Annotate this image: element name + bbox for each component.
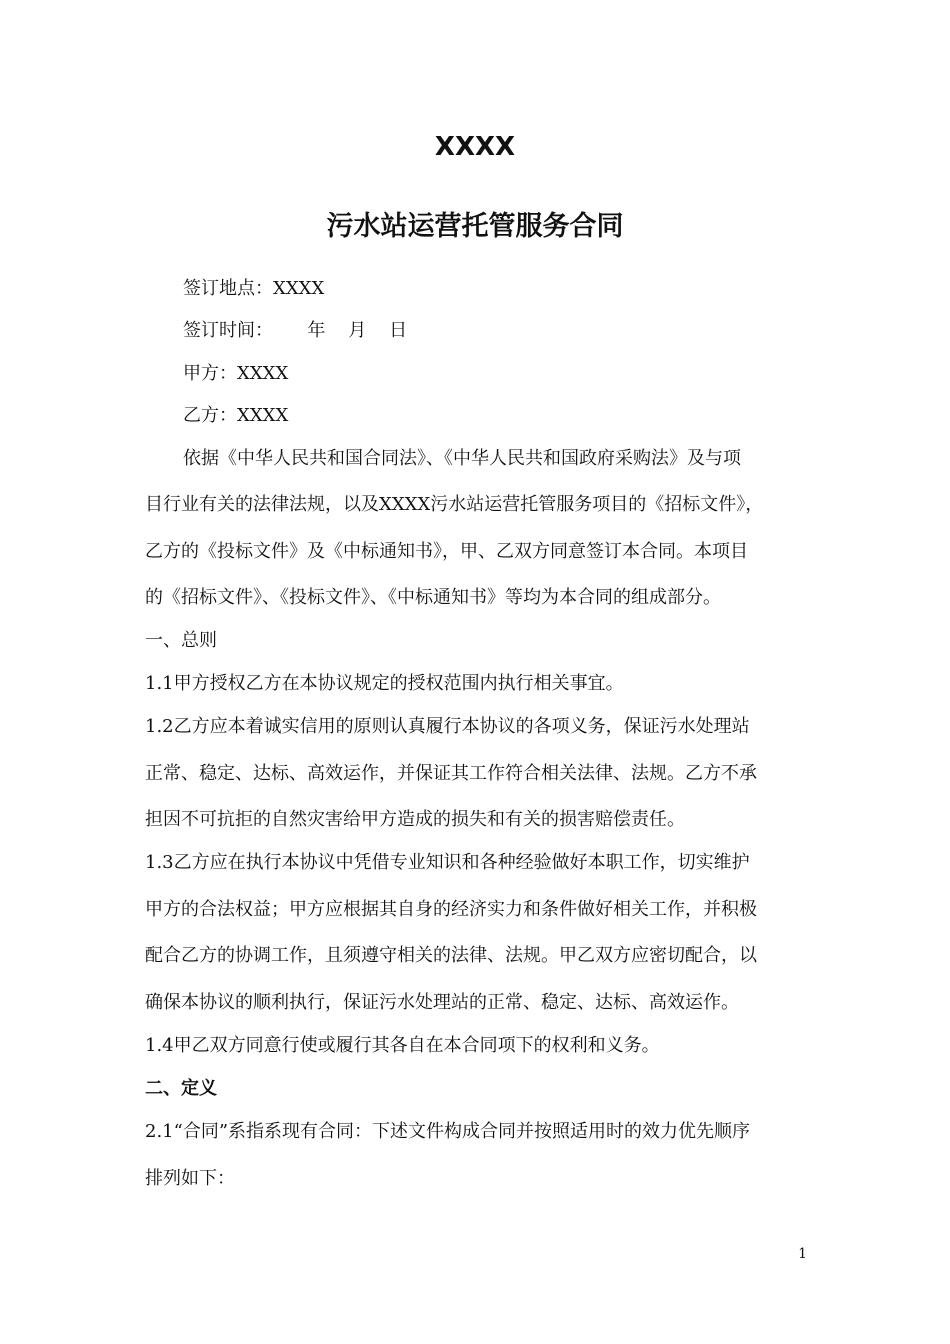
clause-line: 1.3乙方应在执行本协议中凭借专业知识和各种经验做好本职工作，切实维护 [145, 852, 750, 873]
clause-line: 2.1“合同”系指系现有合同：下述文件构成合同并按照适用时的效力优先顺序 [145, 1121, 751, 1142]
page-number: 1 [798, 1246, 807, 1262]
intro-line: 乙方的《投标文件》及《中标通知书》，甲、乙双方同意签订本合同。本项目 [145, 541, 748, 562]
clause-line: 正常、稳定、达标、高效运作，并保证其工作符合相关法律、法规。乙方不承 [145, 763, 757, 784]
clause-line: 1.2乙方应本着诚实信用的原则认真履行本协议的各项义务，保证污水处理站 [145, 716, 750, 737]
intro-line: 目行业有关的法律法规，以及XXXX污水站运营托管服务项目的《招标文件》， [145, 494, 764, 515]
clause-line: 配合乙方的协调工作，且须遵守相关的法律、法规。甲乙双方应密切配合，以 [145, 945, 757, 966]
clause-line: 甲方的合法权益；甲方应根据其自身的经济实力和条件做好相关工作，并积极 [145, 899, 757, 920]
intro-line: 依据《中华人民共和国合同法》、《中华人民共和国政府采购法》及与项 [183, 448, 741, 469]
party-b: 乙方：XXXX [183, 405, 289, 426]
section-heading: 一、总则 [145, 630, 217, 651]
sign-time: 签订时间： 年 月 日 [183, 320, 408, 341]
document-title: 污水站运营托管服务合同 [326, 211, 624, 242]
clause-line: 确保本协议的顺利执行，保证污水处理站的正常、稳定、达标、高效运作。 [145, 992, 739, 1013]
sign-place: 签订地点：XXXX [183, 278, 325, 299]
clause-line: 1.1甲方授权乙方在本协议规定的授权范围内执行相关事宜。 [145, 673, 624, 694]
clause-line: 排列如下： [145, 1168, 235, 1189]
clause-line: 1.4甲乙双方同意行使或履行其各自在本合同项下的权利和义务。 [145, 1035, 660, 1056]
intro-line: 的《招标文件》、《投标文件》、《中标通知书》等均为本合同的组成部分。 [145, 587, 721, 608]
document-org: XXXX [434, 132, 516, 162]
party-a: 甲方：XXXX [183, 363, 289, 384]
section-heading: 二、定义 [145, 1078, 217, 1099]
clause-line: 担因不可抗拒的自然灾害给甲方造成的损失和有关的损害赔偿责任。 [145, 809, 685, 830]
